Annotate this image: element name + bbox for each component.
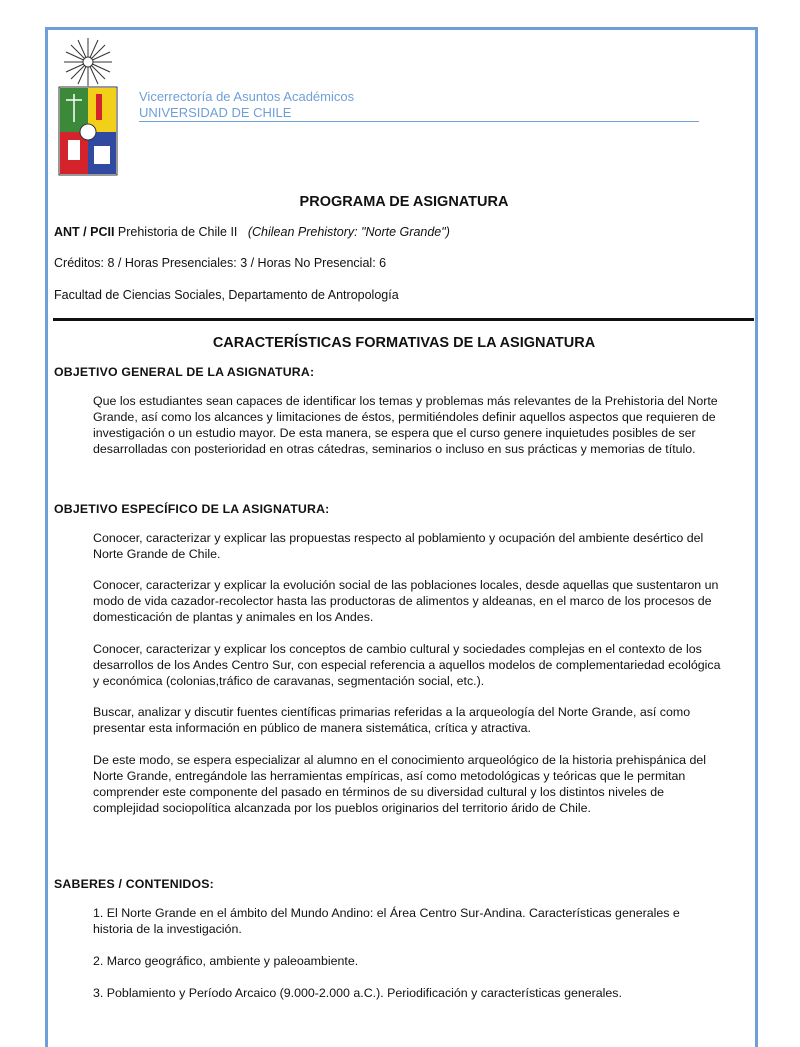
- section-divider: [53, 318, 754, 321]
- faculty-line: Facultad de Ciencias Sociales, Departamento de Antropología: [54, 288, 399, 302]
- specific-objective-paragraph: Buscar, analizar y discutir fuentes científicas primarias referidas a la arqueología del Norte Grande, así como presentar esta información en público de manera sistemática, crítica y atractiva.: [93, 705, 691, 735]
- course-name: Prehistoria de Chile II: [117, 225, 238, 239]
- specific-objective-paragraph: Conocer, caracterizar y explicar los conceptos de cambio cultural y sociedades complejas en el contexto de los desarrollos de los Andes Centro Sur, con especial referencia a aquellos modelos de complementariedad ecológica y económica (colonias,tráfico de caravanas, segmentación social, etc.).: [93, 642, 721, 688]
- general-objective-heading: OBJETIVO GENERAL DE LA ASIGNATURA:: [54, 365, 315, 379]
- specific-objective-paragraph: De este modo, se espera especializar al alumno en el conocimiento arqueológico de la historia prehispánica del Norte Grande, entregándole las herramientas empíricas, así como metodológicas y teóricas que le permitan comprender este componente del pasado en términos de su diversidad cultural y los distintos niveles de complejidad sociopolítica alcanzada por los pueblos originarios del territorio árido de Chile.: [93, 753, 707, 815]
- contents-item: 3. Poblamiento y Período Arcaico (9.000-2.000 a.C.). Periodificación y características generales.: [93, 986, 622, 1000]
- university-crest-logo: [58, 36, 118, 176]
- credits-line: Créditos: 8 / Horas Presenciales: 3 / Horas No Presencial: 6: [54, 256, 387, 270]
- header-divider: [139, 121, 699, 122]
- vicerrectoria-label: Vicerrectoría de Asuntos Académicos: [139, 89, 355, 104]
- contents-item: 1. El Norte Grande en el ámbito del Mundo Andino: el Área Centro Sur-Andina. Características generales e historia de la investigación.: [93, 906, 680, 936]
- general-objective-text: Que los estudiantes sean capaces de identificar los temas y problemas más relevantes de la Prehistoria del Norte Grande, así como los alcances y limitaciones de éstos, permitiéndoles definir aquellos aspectos que requieren de investigación o un estudio mayor. De esta manera, se espera que el curso genere inquietudes posibles de ser desarrolladas con posterioridad en otras cátedras, seminarios o incluso en sus prácticas y memorias de título.: [93, 394, 718, 456]
- contents-heading: SABERES / CONTENIDOS:: [54, 877, 214, 891]
- page-title: PROGRAMA DE ASIGNATURA: [299, 194, 509, 210]
- specific-objective-paragraph: Conocer, caracterizar y explicar la evolución social de las poblaciones locales, desde aquellas que sustentaron un modo de vida cazador-recolector hasta las productoras de alimentos y aldeanas, en el marco de los procesos de domesticación de plantas y animales en los Andes.: [93, 578, 719, 624]
- university-name: UNIVERSIDAD DE CHILE: [139, 105, 292, 120]
- specific-objective-paragraph: Conocer, caracterizar y explicar las propuestas respecto al poblamiento y ocupación del ambiente desértico del Norte Grande de Chile.: [93, 531, 704, 561]
- contents-item: 2. Marco geográfico, ambiente y paleoambiente.: [93, 954, 359, 968]
- section-title: CARACTERÍSTICAS FORMATIVAS DE LA ASIGNATURA: [212, 335, 596, 351]
- specific-objective-heading: OBJETIVO ESPECÍFICO DE LA ASIGNATURA:: [54, 502, 330, 516]
- course-english-name: (Chilean Prehistory: "Norte Grande"): [247, 225, 450, 239]
- course-line: [54, 225, 450, 239]
- institution-header: [139, 89, 699, 121]
- course-code: ANT / PCII: [54, 225, 115, 239]
